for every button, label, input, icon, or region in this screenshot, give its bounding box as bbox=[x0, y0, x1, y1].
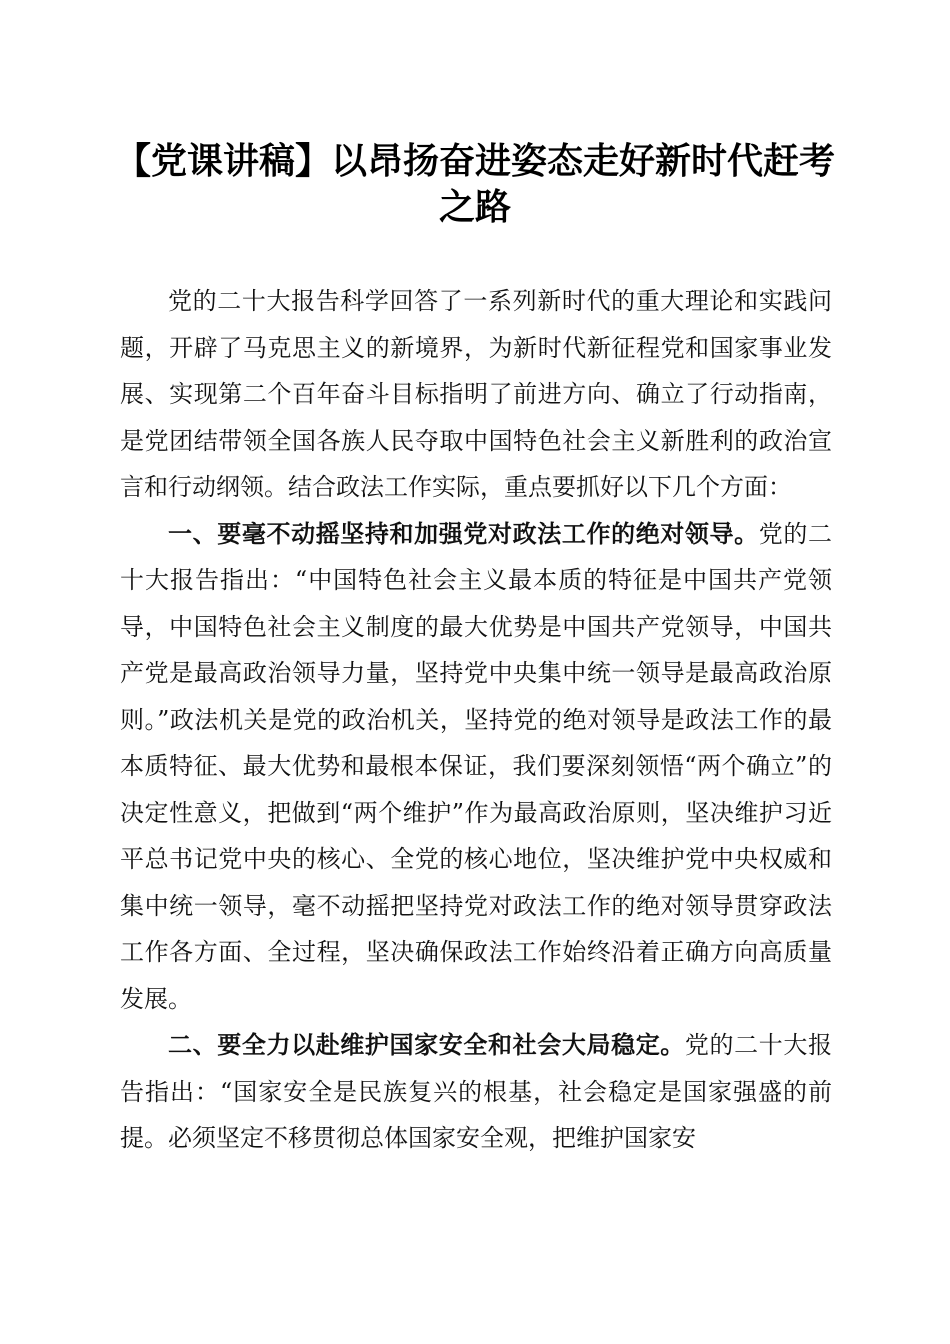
intro-paragraph: 党的二十大报告科学回答了一系列新时代的重大理论和实践问题，开辟了马克思主义的新境界，为新时代新征程党和国家事业发展、实现第二个百年奋斗目标指明了前进方向、确立了行动指南，是党团结带领全国各族人民夺取中国特色社会主义新胜利的政治宣言和行动纲领。结合政法工作实际，重点要抓好以下几个方面： bbox=[120, 287, 832, 501]
section-2-text: 党的二十大报告指出：“国家安全是民族复兴的根基，社会稳定是国家强盛的前提。必须坚定不移贯彻总体国家安全观，把维护国家安 bbox=[120, 1031, 832, 1152]
document-title bbox=[100, 138, 850, 230]
title-line-2: 之路 bbox=[438, 186, 511, 228]
section-1-heading: 一、要毫不动摇坚持和加强党对政法工作的绝对领导。 bbox=[168, 519, 759, 548]
title-line-1: 【党课讲稿】以昂扬奋进姿态走好新时代赶考 bbox=[114, 140, 835, 182]
section-1-paragraph bbox=[120, 511, 832, 1023]
section-1-text: 党的二十大报告指出：“中国特色社会主义最本质的特征是中国共产党领导，中国特色社会主义制度的最大优势是中国共产党领导，中国共产党是最高政治领导力量，坚持党中央集中统一领导是最高政治原则。”政法机关是党的政治机关，坚持党的绝对领导是政法工作的最本质特征、最大优势和最根本保证，我们要深刻领悟“两个确立”的决定性意义，把做到“两个维护”作为最高政治原则，坚决维护习近平总书记党中央的核心、全党的核心地位，坚决维护党中央权威和集中统一领导，毫不动摇把坚持党对政法工作的绝对领导贯穿政法工作各方面、全过程，坚决确保政法工作始终沿着正确方向高质量发展。 bbox=[120, 519, 833, 1013]
document-body bbox=[120, 278, 832, 1162]
section-2-heading: 二、要全力以赴维护国家安全和社会大局稳定。 bbox=[168, 1031, 685, 1059]
section-2-paragraph bbox=[120, 1022, 832, 1162]
